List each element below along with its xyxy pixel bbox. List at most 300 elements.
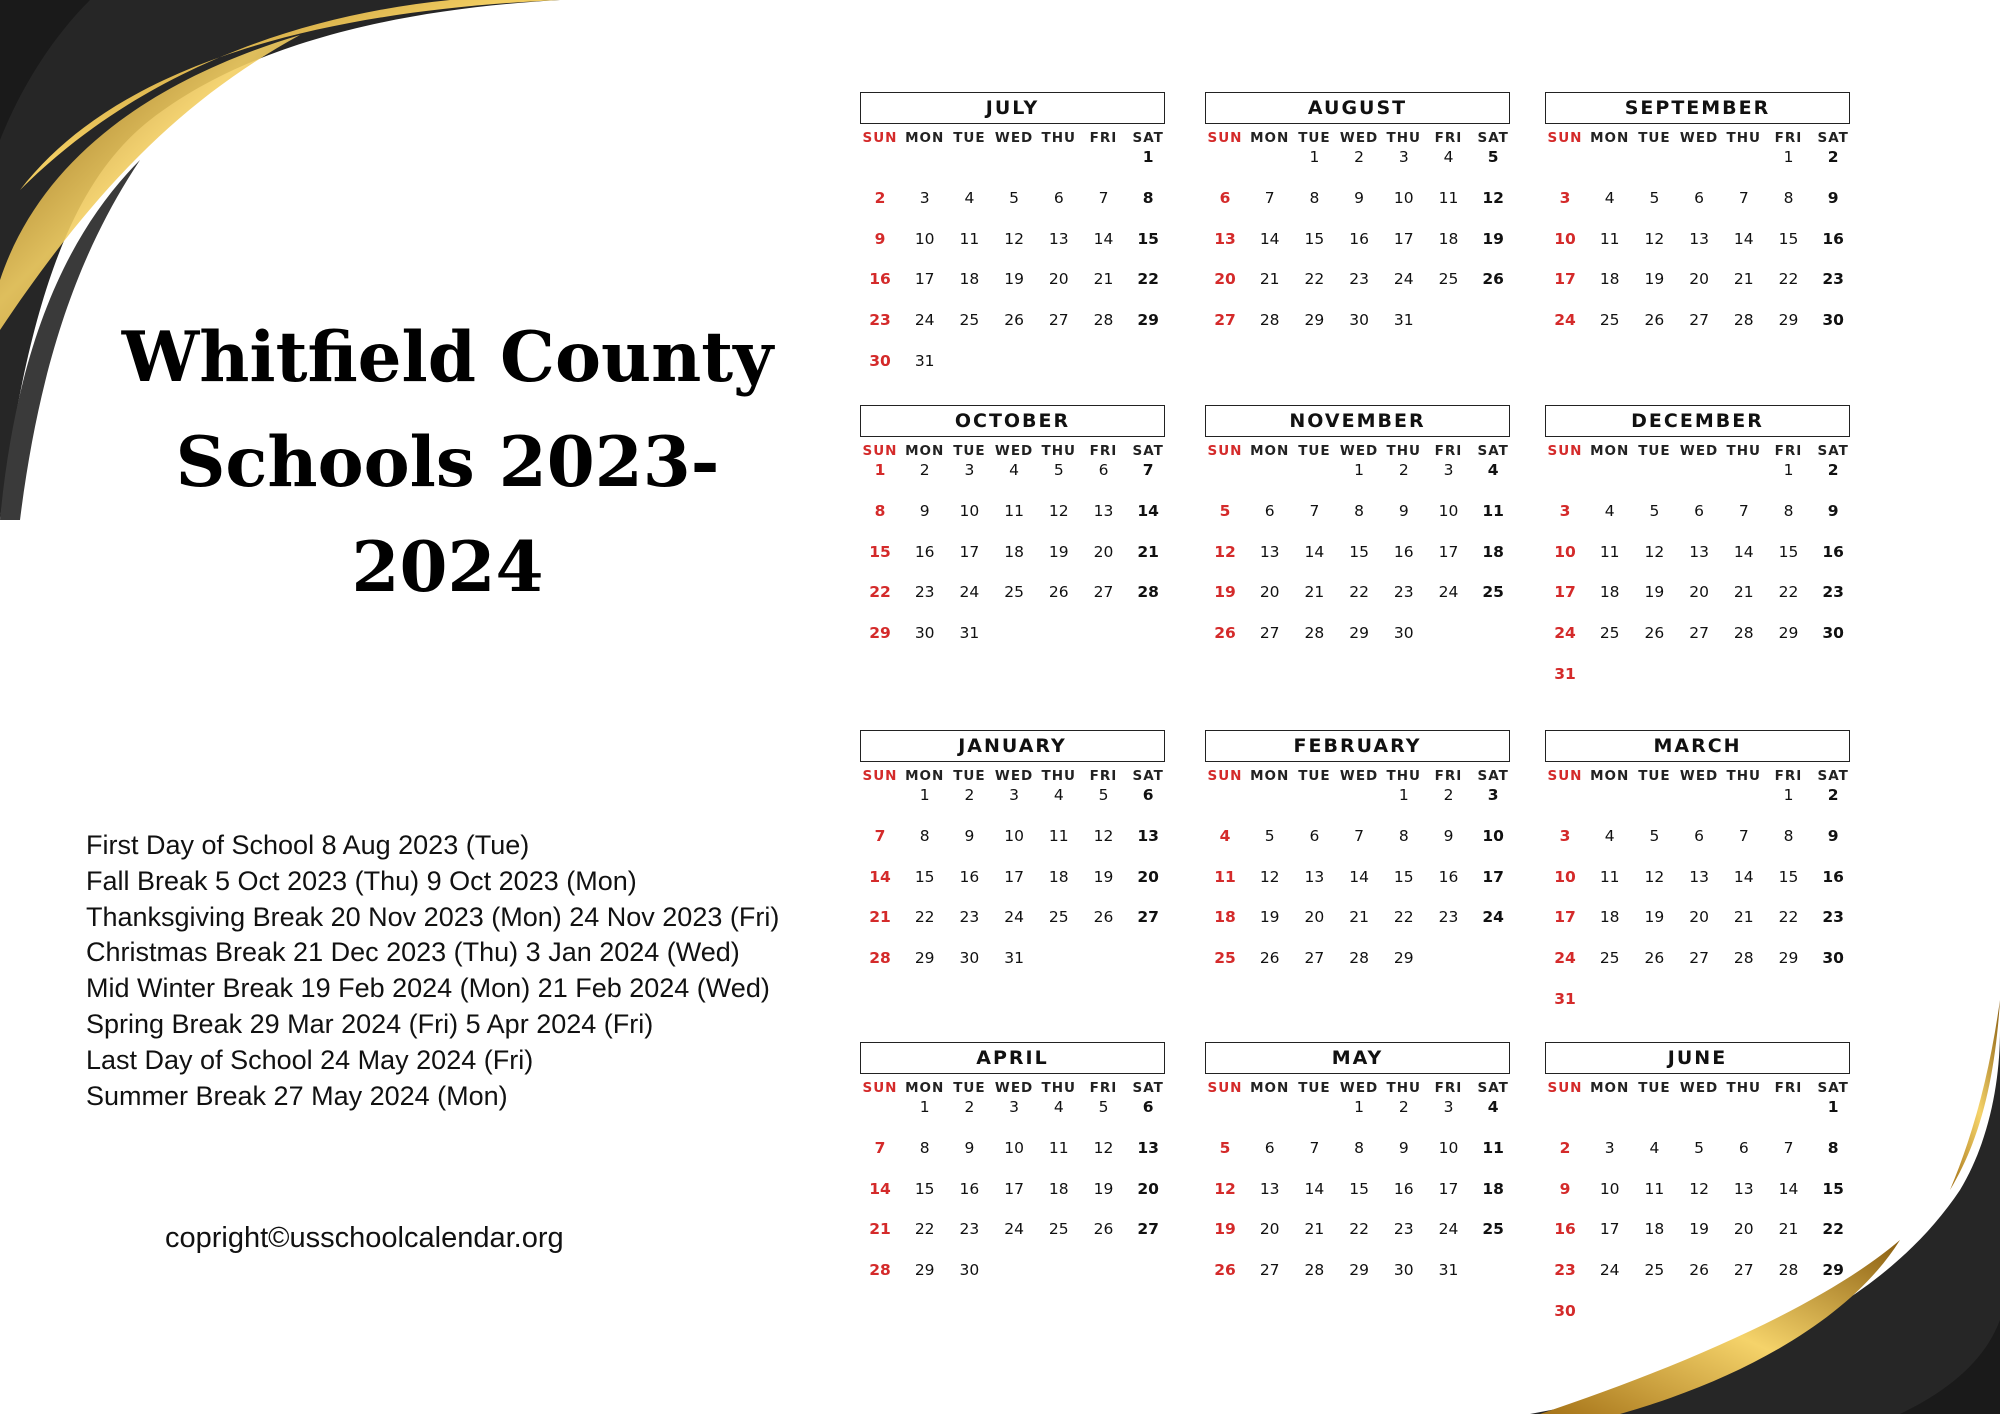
month-header: FEBRUARY [1205, 730, 1510, 762]
day-cell: 31 [1004, 949, 1024, 968]
day-cell: 17 [1004, 1179, 1024, 1198]
day-cell: 28 [1778, 1261, 1799, 1280]
day-cell: 29 [914, 1261, 935, 1280]
day-cell: 24 [914, 311, 935, 330]
day-cell: 15 [1778, 229, 1799, 248]
weekday-label: TUE [1638, 443, 1671, 459]
weekday-label: MON [1590, 1080, 1630, 1096]
day-cell: 25 [1048, 1220, 1069, 1239]
day-cell: 10 [1393, 188, 1414, 207]
day-cell: 27 [1137, 1220, 1159, 1239]
day-cell: 15 [1778, 867, 1799, 886]
day-cell: 18 [1214, 908, 1236, 927]
weekday-label: THU [1041, 768, 1077, 784]
day-cell: 4 [1053, 1098, 1064, 1116]
day-cell: 1 [874, 461, 886, 479]
day-cell: 17 [1554, 583, 1576, 602]
day-cell: 11 [1599, 867, 1620, 886]
day-cell: 3 [1398, 148, 1409, 166]
weekday-label: MON [905, 768, 945, 784]
day-cell: 9 [919, 501, 930, 520]
day-cell: 23 [1822, 270, 1844, 289]
day-cell: 19 [1093, 867, 1114, 886]
day-cell: 24 [1004, 908, 1024, 927]
day-cell: 30 [1349, 311, 1369, 330]
day-cell: 22 [1822, 1220, 1844, 1239]
month-january [860, 730, 1165, 1030]
month-header: OCTOBER [860, 405, 1165, 437]
day-cell: 5 [1649, 501, 1660, 520]
title-line-1: Whitfield County [121, 317, 774, 398]
day-cell: 20 [1259, 583, 1280, 602]
day-cell: 19 [1093, 1179, 1114, 1198]
day-cell: 3 [1604, 1138, 1615, 1157]
weekday-label: FRI [1774, 1080, 1803, 1096]
day-cell: 27 [1733, 1261, 1754, 1280]
day-cell: 22 [914, 1220, 935, 1239]
day-cell: 7 [874, 1138, 886, 1157]
day-cell: 25 [1599, 624, 1620, 643]
day-cell: 25 [959, 311, 980, 330]
day-cell: 15 [1304, 229, 1325, 248]
month-march [1545, 730, 1850, 1030]
day-cell: 2 [964, 786, 975, 804]
weekday-label: SUN [1547, 1080, 1583, 1096]
day-cell: 18 [1599, 583, 1620, 602]
day-cell: 2 [1827, 786, 1839, 804]
day-cell: 6 [1264, 501, 1275, 520]
day-cell: 25 [1438, 270, 1459, 289]
day-cell: 2 [1827, 461, 1839, 479]
day-cell: 20 [1137, 867, 1159, 886]
day-cell: 25 [1644, 1261, 1665, 1280]
day-cell: 26 [1644, 949, 1665, 968]
day-cell: 3 [1443, 1098, 1454, 1116]
day-cell: 27 [1689, 311, 1709, 330]
weekday-label: MON [1250, 443, 1290, 459]
day-cell: 11 [1644, 1179, 1665, 1198]
day-cell: 22 [1304, 270, 1325, 289]
weekday-label: FRI [1434, 1080, 1463, 1096]
day-cell: 21 [1304, 1220, 1325, 1239]
day-cell: 20 [1137, 1179, 1159, 1198]
month-header: NOVEMBER [1205, 405, 1510, 437]
month-header: JANUARY [860, 730, 1165, 762]
weekday-label: MON [1250, 130, 1290, 146]
day-cell: 14 [1778, 1179, 1799, 1198]
day-cell: 30 [959, 1261, 980, 1280]
day-cell: 11 [1599, 542, 1620, 561]
day-cell: 20 [1304, 908, 1325, 927]
day-cell: 20 [1689, 270, 1709, 289]
month-july [860, 92, 1165, 392]
day-cell: 28 [1137, 583, 1159, 602]
day-cell: 18 [1644, 1220, 1665, 1239]
day-cell: 28 [1259, 311, 1280, 330]
day-cell: 9 [1827, 826, 1839, 845]
month-september [1545, 92, 1850, 392]
day-cell: 17 [1393, 229, 1414, 248]
weekday-label: FRI [1774, 130, 1803, 146]
day-cell: 30 [1822, 311, 1844, 330]
day-cell: 18 [1048, 1179, 1069, 1198]
event-item: Spring Break 29 Mar 2024 (Fri) 5 Apr 2024 (Fri) [86, 1008, 654, 1039]
day-cell: 1 [1354, 461, 1365, 479]
weekday-label: TUE [953, 443, 986, 459]
day-cell: 6 [1219, 188, 1231, 207]
day-cell: 17 [914, 270, 935, 289]
day-cell: 14 [1349, 867, 1369, 886]
event-item: Summer Break 27 May 2024 (Mon) [86, 1080, 508, 1111]
day-cell: 29 [1778, 624, 1799, 643]
day-cell: 4 [1443, 148, 1454, 166]
weekday-label: FRI [1434, 443, 1463, 459]
day-cell: 27 [1259, 624, 1280, 643]
day-cell: 29 [1304, 311, 1325, 330]
day-cell: 24 [1438, 1220, 1459, 1239]
day-cell: 1 [919, 1098, 930, 1116]
day-cell: 30 [1393, 624, 1414, 643]
day-cell: 13 [1214, 229, 1236, 248]
day-cell: 1 [1783, 786, 1794, 804]
day-cell: 26 [1048, 583, 1069, 602]
weekday-label: THU [1726, 1080, 1762, 1096]
weekday-label: SUN [862, 130, 898, 146]
weekday-label: WED [994, 768, 1034, 784]
day-cell: 19 [1214, 1220, 1236, 1239]
day-cell: 6 [1053, 188, 1064, 207]
day-cell: 12 [1004, 229, 1024, 248]
day-cell: 22 [1393, 908, 1414, 927]
day-cell: 31 [1393, 311, 1414, 330]
day-cell: 22 [1778, 583, 1799, 602]
day-cell: 14 [1137, 501, 1159, 520]
day-cell: 25 [1048, 908, 1069, 927]
day-cell: 11 [1438, 188, 1459, 207]
weekday-label: TUE [1298, 130, 1331, 146]
day-cell: 17 [1599, 1220, 1620, 1239]
weekday-label: SAT [1477, 443, 1509, 459]
weekday-label: WED [1339, 443, 1379, 459]
day-cell: 1 [1398, 786, 1409, 804]
weekday-label: SUN [1547, 130, 1583, 146]
weekday-label: SAT [1132, 1080, 1164, 1096]
day-cell: 12 [1048, 501, 1069, 520]
day-cell: 6 [1694, 826, 1705, 845]
day-cell: 8 [919, 826, 930, 845]
weekday-label: SUN [862, 768, 898, 784]
day-cell: 30 [959, 949, 980, 968]
weekday-label: MON [1590, 130, 1630, 146]
day-cell: 14 [1259, 229, 1280, 248]
day-cell: 23 [869, 311, 891, 330]
day-cell: 10 [1438, 501, 1459, 520]
day-cell: 2 [1354, 148, 1365, 166]
day-cell: 8 [1309, 188, 1320, 207]
day-cell: 26 [1004, 311, 1024, 330]
day-cell: 28 [1093, 311, 1114, 330]
weekday-label: FRI [1434, 768, 1463, 784]
weekday-label: THU [1726, 768, 1762, 784]
weekday-label: THU [1386, 768, 1422, 784]
day-cell: 20 [1048, 270, 1069, 289]
day-cell: 12 [1689, 1179, 1709, 1198]
day-cell: 8 [1354, 1138, 1365, 1157]
day-cell: 28 [1304, 624, 1325, 643]
day-cell: 30 [1822, 624, 1844, 643]
day-cell: 6 [1309, 826, 1320, 845]
month-august [1205, 92, 1510, 392]
day-cell: 9 [1827, 501, 1839, 520]
day-cell: 17 [1554, 908, 1576, 927]
day-cell: 21 [869, 1220, 891, 1239]
day-cell: 15 [869, 542, 891, 561]
title-line-2: Schools 2023- [175, 422, 720, 503]
weekday-label: THU [1726, 130, 1762, 146]
month-header: MAY [1205, 1042, 1510, 1074]
day-cell: 12 [1259, 867, 1280, 886]
day-cell: 21 [1304, 583, 1325, 602]
weekday-label: WED [994, 1080, 1034, 1096]
day-cell: 14 [1304, 1179, 1325, 1198]
day-cell: 13 [1304, 867, 1325, 886]
day-cell: 25 [1214, 949, 1236, 968]
weekday-label: TUE [953, 130, 986, 146]
day-cell: 19 [1259, 908, 1280, 927]
day-cell: 22 [1137, 270, 1159, 289]
day-cell: 13 [1093, 501, 1114, 520]
day-cell: 19 [1644, 270, 1665, 289]
weekday-label: SUN [1547, 443, 1583, 459]
day-cell: 9 [1398, 501, 1409, 520]
day-cell: 16 [1822, 229, 1844, 248]
day-cell: 5 [1649, 188, 1660, 207]
day-cell: 7 [1098, 188, 1109, 207]
day-cell: 17 [1438, 542, 1459, 561]
day-cell: 27 [1214, 311, 1236, 330]
day-cell: 18 [959, 270, 980, 289]
weekday-label: MON [905, 130, 945, 146]
day-cell: 6 [1098, 461, 1109, 479]
weekday-label: MON [1250, 1080, 1290, 1096]
day-cell: 23 [1822, 908, 1844, 927]
weekday-label: WED [1679, 768, 1719, 784]
day-cell: 30 [914, 624, 935, 643]
day-cell: 20 [1259, 1220, 1280, 1239]
day-cell: 2 [1443, 786, 1454, 804]
day-cell: 24 [1599, 1261, 1620, 1280]
day-cell: 6 [1264, 1138, 1275, 1157]
day-cell: 14 [1733, 542, 1754, 561]
day-cell: 11 [1599, 229, 1620, 248]
day-cell: 26 [1093, 1220, 1114, 1239]
day-cell: 28 [869, 1261, 891, 1280]
event-item: First Day of School 8 Aug 2023 (Tue) [86, 830, 530, 860]
day-cell: 14 [869, 1179, 891, 1198]
event-item: Mid Winter Break 19 Feb 2024 (Mon) 21 Feb 2024 (Wed) [86, 973, 770, 1004]
day-cell: 31 [914, 352, 935, 370]
day-cell: 3 [1559, 501, 1571, 520]
day-cell: 26 [1214, 1261, 1236, 1280]
day-cell: 28 [869, 949, 891, 968]
day-cell: 11 [1482, 1138, 1504, 1157]
day-cell: 3 [1443, 461, 1454, 479]
day-cell: 27 [1259, 1261, 1280, 1280]
day-cell: 16 [959, 1179, 980, 1198]
day-cell: 29 [869, 624, 891, 643]
weekday-label: WED [1679, 443, 1719, 459]
day-cell: 16 [1822, 542, 1844, 561]
day-cell: 3 [1009, 786, 1020, 804]
day-cell: 6 [1142, 1098, 1154, 1116]
weekday-label: THU [1041, 1080, 1077, 1096]
weekday-label: SUN [1207, 130, 1243, 146]
day-cell: 22 [914, 908, 935, 927]
day-cell: 10 [1554, 229, 1576, 248]
day-cell: 20 [1689, 583, 1709, 602]
day-cell: 4 [1009, 461, 1020, 479]
day-cell: 28 [1733, 311, 1754, 330]
weekday-label: SUN [1207, 1080, 1243, 1096]
day-cell: 3 [1487, 786, 1499, 804]
day-cell: 29 [914, 949, 935, 968]
weekday-label: SUN [1207, 768, 1243, 784]
day-cell: 9 [964, 826, 975, 845]
day-cell: 4 [964, 188, 975, 207]
day-cell: 20 [1733, 1220, 1754, 1239]
day-cell: 11 [1004, 501, 1024, 520]
day-cell: 17 [1482, 867, 1504, 886]
weekday-label: WED [1679, 1080, 1719, 1096]
day-cell: 7 [1354, 826, 1365, 845]
day-cell: 16 [1393, 1179, 1414, 1198]
day-cell: 2 [964, 1098, 975, 1116]
day-cell: 27 [1093, 583, 1114, 602]
day-cell: 12 [1214, 1179, 1236, 1198]
day-cell: 1 [1142, 148, 1154, 166]
day-cell: 16 [1349, 229, 1369, 248]
weekday-label: SAT [1477, 768, 1509, 784]
day-cell: 22 [1349, 1220, 1369, 1239]
weekday-label: MON [905, 1080, 945, 1096]
weekday-label: THU [1041, 443, 1077, 459]
day-cell: 3 [1559, 188, 1571, 207]
day-cell: 4 [1649, 1138, 1660, 1157]
day-cell: 29 [1393, 949, 1414, 968]
month-november [1205, 405, 1510, 705]
day-cell: 31 [1554, 990, 1576, 1008]
day-cell: 21 [1778, 1220, 1799, 1239]
day-cell: 1 [1827, 1098, 1839, 1116]
month-june [1545, 1042, 1850, 1342]
day-cell: 14 [1304, 542, 1325, 561]
day-cell: 5 [1053, 461, 1064, 479]
day-cell: 13 [1733, 1179, 1754, 1198]
title-line-3: 2024 [351, 527, 544, 608]
day-cell: 17 [959, 542, 980, 561]
day-cell: 24 [959, 583, 980, 602]
day-cell: 19 [1214, 583, 1236, 602]
weekday-label: WED [1339, 768, 1379, 784]
day-cell: 1 [1783, 461, 1794, 479]
day-cell: 24 [1393, 270, 1414, 289]
day-cell: 17 [1004, 867, 1024, 886]
day-cell: 11 [959, 229, 980, 248]
day-cell: 16 [1393, 542, 1414, 561]
day-cell: 19 [1689, 1220, 1709, 1239]
weekday-label: TUE [953, 768, 986, 784]
day-cell: 23 [1822, 583, 1844, 602]
day-cell: 12 [1214, 542, 1236, 561]
day-cell: 28 [1733, 949, 1754, 968]
day-cell: 3 [1559, 826, 1571, 845]
event-item: Thanksgiving Break 20 Nov 2023 (Mon) 24 Nov 2023 (Fri) [86, 901, 780, 932]
day-cell: 1 [1783, 148, 1794, 166]
day-cell: 16 [869, 270, 891, 289]
day-cell: 4 [1604, 188, 1615, 207]
day-cell: 10 [914, 229, 935, 248]
day-cell: 27 [1689, 949, 1709, 968]
weekday-label: THU [1386, 130, 1422, 146]
event-item: Last Day of School 24 May 2024 (Fri) [86, 1044, 534, 1075]
day-cell: 8 [874, 501, 886, 520]
day-cell: 7 [1309, 501, 1320, 520]
day-cell: 11 [1048, 1138, 1069, 1157]
month-february [1205, 730, 1510, 1030]
day-cell: 5 [1219, 501, 1231, 520]
day-cell: 28 [1304, 1261, 1325, 1280]
day-cell: 16 [1438, 867, 1459, 886]
day-cell: 23 [1393, 1220, 1414, 1239]
day-cell: 9 [1354, 188, 1365, 207]
weekday-label: MON [1590, 768, 1630, 784]
weekday-label: SAT [1817, 130, 1849, 146]
day-cell: 9 [1559, 1179, 1571, 1198]
day-cell: 6 [1738, 1138, 1749, 1157]
day-cell: 7 [874, 826, 886, 845]
month-april [860, 1042, 1165, 1342]
day-cell: 15 [1778, 542, 1799, 561]
day-cell: 27 [1048, 311, 1069, 330]
weekday-label: SUN [1207, 443, 1243, 459]
day-cell: 21 [1093, 270, 1114, 289]
weekday-label: SUN [862, 443, 898, 459]
day-cell: 31 [1438, 1261, 1459, 1280]
day-cell: 7 [1738, 501, 1749, 520]
weekday-label: WED [994, 130, 1034, 146]
day-cell: 13 [1689, 542, 1709, 561]
day-cell: 15 [1822, 1179, 1844, 1198]
day-cell: 1 [919, 786, 930, 804]
day-cell: 1 [1354, 1098, 1365, 1116]
day-cell: 21 [1349, 908, 1369, 927]
day-cell: 30 [1822, 949, 1844, 968]
event-item: Fall Break 5 Oct 2023 (Thu) 9 Oct 2023 (Mon) [86, 865, 637, 896]
day-cell: 16 [1822, 867, 1844, 886]
day-cell: 24 [1438, 583, 1459, 602]
day-cell: 11 [1048, 826, 1069, 845]
day-cell: 18 [1482, 1179, 1504, 1198]
day-cell: 19 [1048, 542, 1069, 561]
event-item: Christmas Break 21 Dec 2023 (Thu) 3 Jan 2024 (Wed) [86, 937, 740, 968]
day-cell: 13 [1137, 826, 1159, 845]
weekday-label: MON [1250, 768, 1290, 784]
day-cell: 3 [1009, 1098, 1020, 1116]
day-cell: 20 [1689, 908, 1709, 927]
day-cell: 4 [1604, 501, 1615, 520]
day-cell: 23 [1349, 270, 1369, 289]
day-cell: 24 [1004, 1220, 1024, 1239]
